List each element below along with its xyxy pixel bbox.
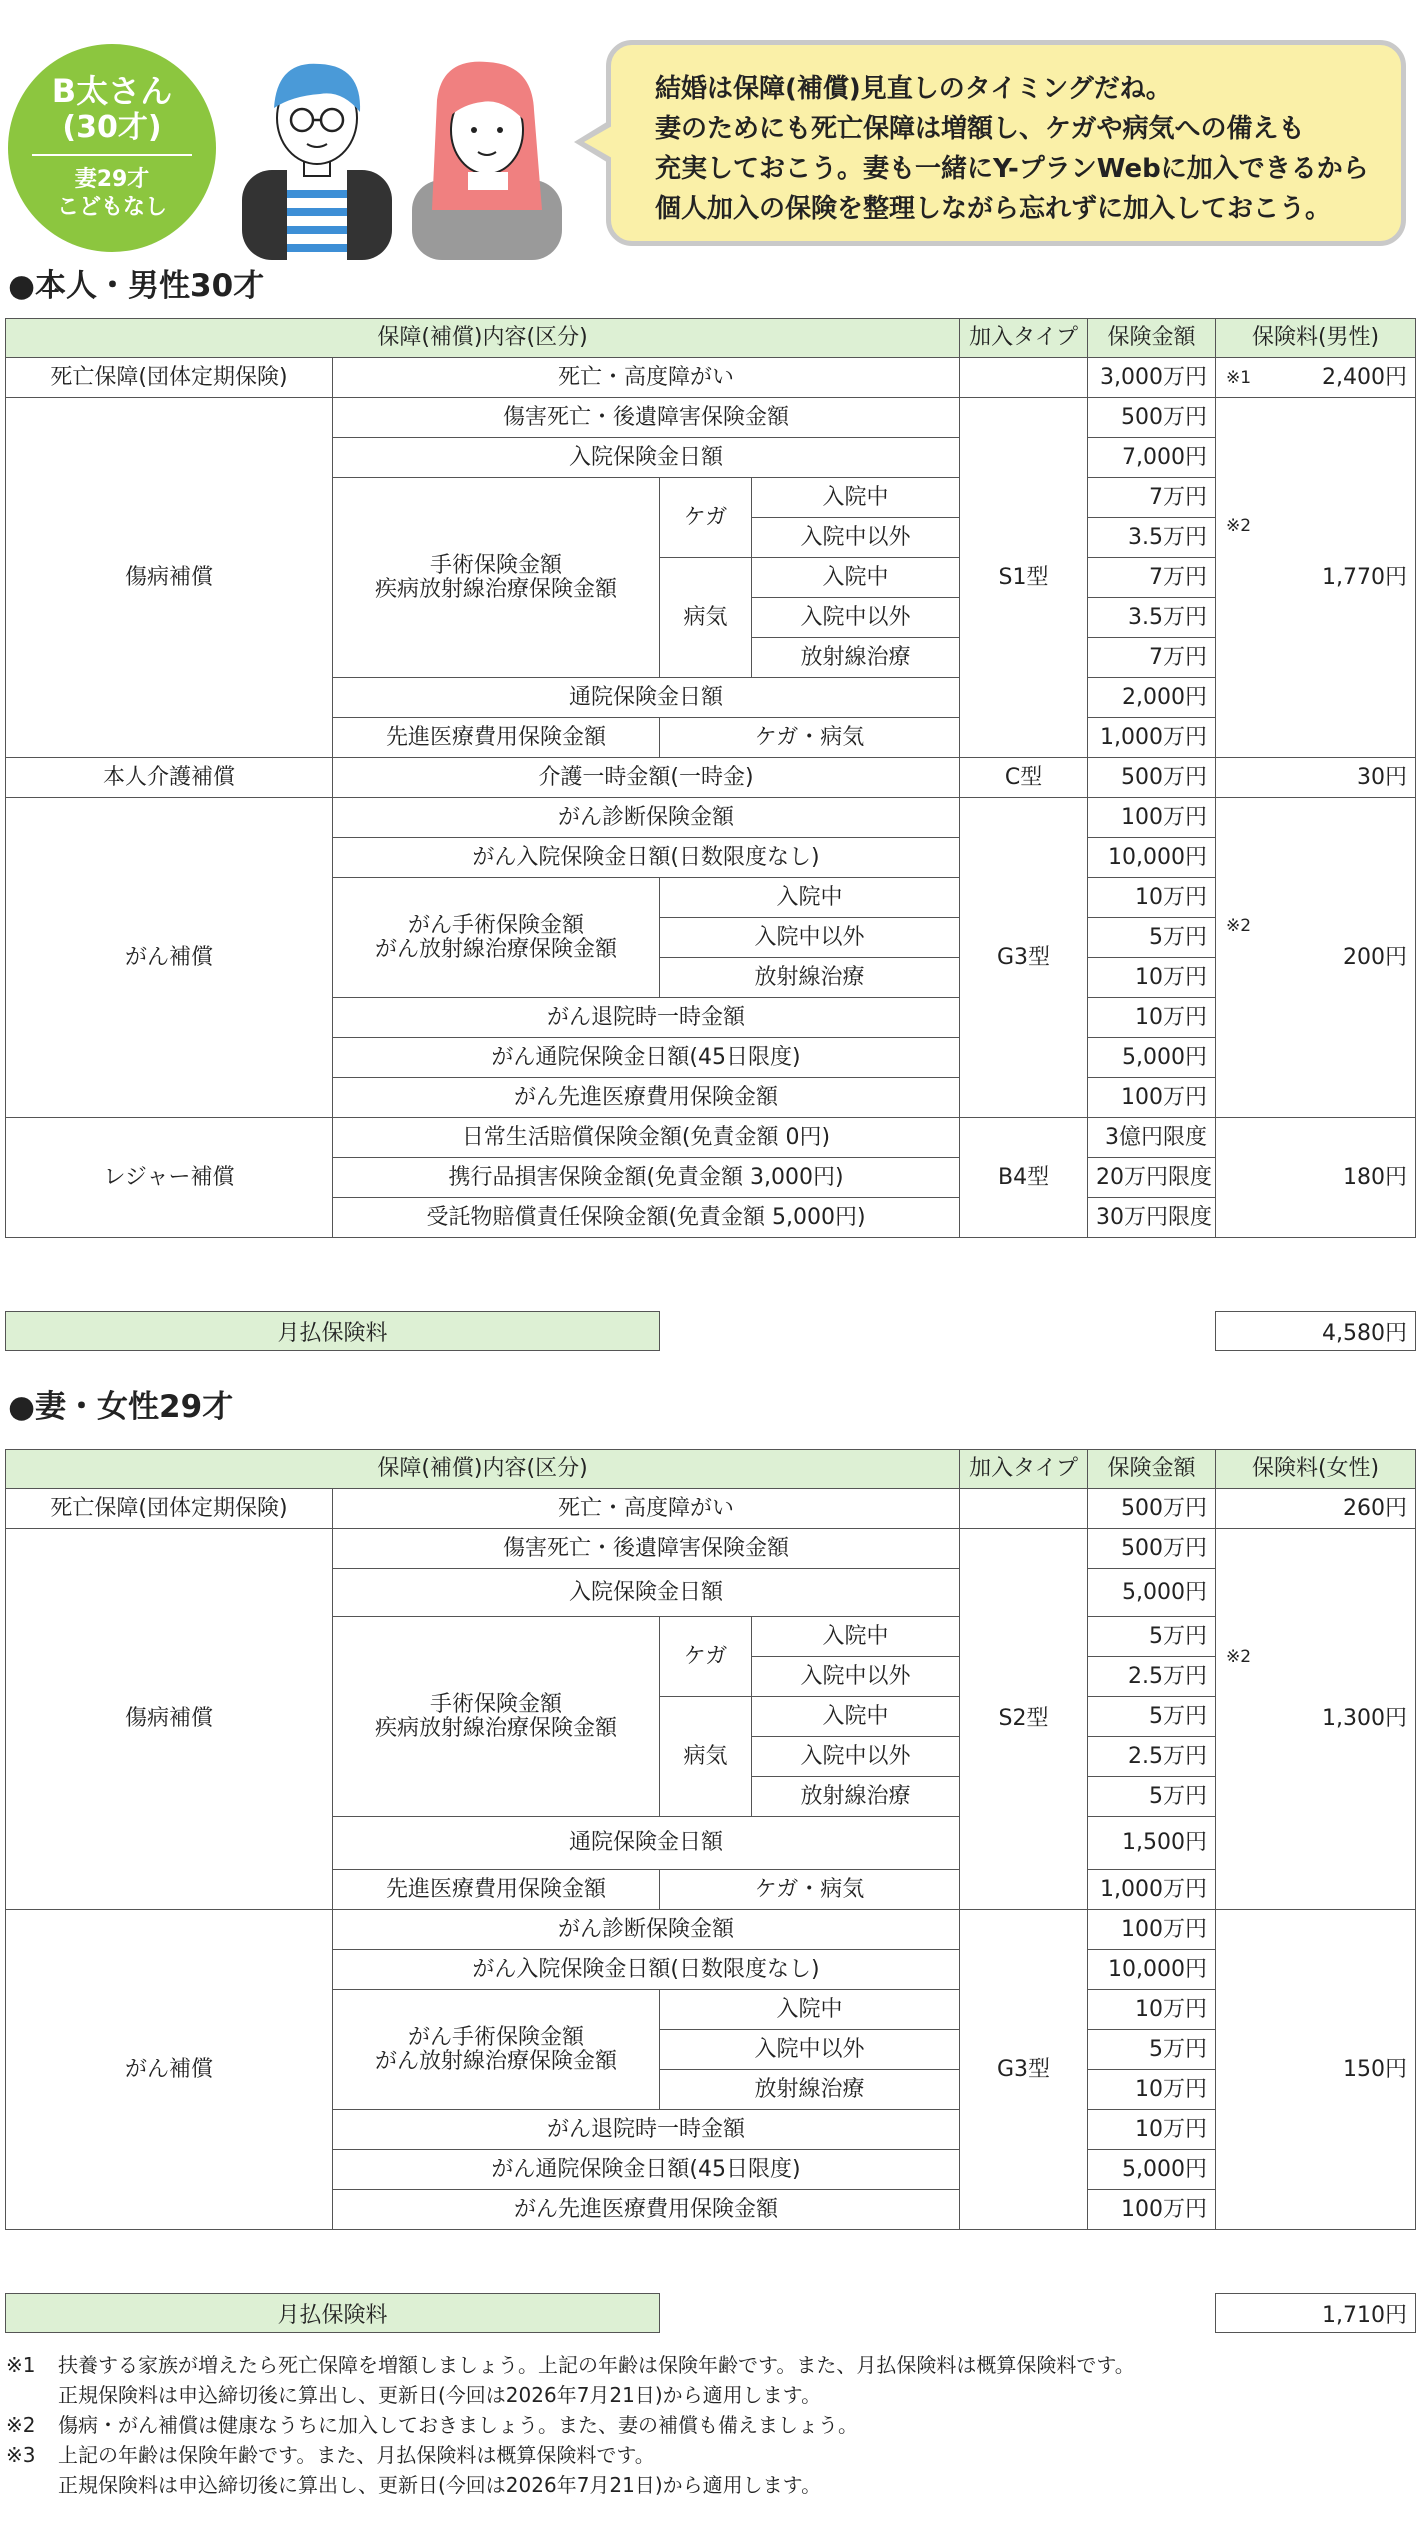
- amount-cell: 5,000円: [1088, 1038, 1216, 1078]
- sub-item-cell: 入院中: [660, 878, 960, 918]
- item-cell: がん入院保険金日額(日数限度なし): [333, 838, 960, 878]
- item-cell: がん先進医療費用保険金額: [333, 1078, 960, 1118]
- amount-cell: 1,500円: [1088, 1817, 1216, 1870]
- item-cell: 入院保険金日額: [333, 1569, 960, 1617]
- table-row: [6, 1529, 1416, 1569]
- sub-item-cell: 入院中以外: [752, 1737, 960, 1777]
- premium-value: 1,300円: [1322, 1706, 1408, 1731]
- sub-item-cell: 入院中以外: [660, 918, 960, 958]
- item-cell: 受託物賠償責任保険金額(免責金額 5,000円): [333, 1198, 960, 1238]
- speech-line: 個人加入の保険を整理しながら忘れずに加入しておこう。: [655, 194, 1332, 224]
- category-cell: 傷病補償: [6, 1529, 333, 1910]
- item-cell: [333, 1990, 660, 2110]
- amount-cell: 3,000万円: [1088, 358, 1216, 398]
- premium-value: 200円: [1343, 944, 1408, 970]
- amount-cell: 10万円: [1088, 958, 1216, 998]
- subcategory-cell: 病気: [660, 1697, 752, 1817]
- amount-cell: 10,000円: [1088, 1950, 1216, 1990]
- table-row: [6, 398, 1416, 438]
- subcategory-cell: 病気: [660, 558, 752, 678]
- premium-cell: [1216, 798, 1416, 1118]
- sub-item-cell: ケガ・病気: [660, 1870, 960, 1910]
- amount-cell: 100万円: [1088, 1910, 1216, 1950]
- footnote-text: 扶養する家族が増えたら死亡保障を増額しましょう。上記の年齢は保険年齢です。また、月払保険料は概算保険料です。: [58, 2353, 1135, 2377]
- footnote: [6, 2440, 1406, 2470]
- table-row: [6, 798, 1416, 838]
- item-cell: がん診断保険金額: [333, 798, 960, 838]
- footnote-mark: ※2: [6, 2413, 36, 2437]
- subcategory-cell: ケガ: [660, 1617, 752, 1697]
- amount-cell: 3億円限度: [1088, 1118, 1216, 1158]
- table-row: [6, 358, 1416, 398]
- table-header-row: [6, 1450, 1416, 1489]
- sub-item-cell: 入院中以外: [660, 2030, 960, 2070]
- amount-cell: 5万円: [1088, 2030, 1216, 2070]
- item-line: がん放射線治療保険金額: [374, 936, 617, 962]
- amount-cell: 3.5万円: [1088, 598, 1216, 638]
- monthly-total-wife: [5, 2293, 1416, 2333]
- item-cell: がん通院保険金日額(45日限度): [333, 2150, 960, 2190]
- header-coverage: 保障(補償)内容(区分): [6, 319, 960, 358]
- header-type: 加入タイプ: [960, 319, 1088, 358]
- item-cell: 死亡・高度障がい: [333, 358, 960, 398]
- footnote: [6, 2470, 1406, 2500]
- profile-age: (30才): [62, 110, 162, 145]
- amount-cell: 100万円: [1088, 798, 1216, 838]
- amount-cell: 20万円限度: [1088, 1158, 1216, 1198]
- sub-item-cell: 放射線治療: [752, 638, 960, 678]
- table-row: [6, 1118, 1416, 1158]
- amount-cell: 100万円: [1088, 2190, 1216, 2230]
- premium-value: 2,400円: [1322, 364, 1408, 390]
- amount-cell: 10,000円: [1088, 838, 1216, 878]
- item-line: がん手術保険金額: [407, 912, 584, 938]
- footnote-text: 正規保険料は申込締切後に算出し、更新日(今回は2026年7月21日)から適用します。: [58, 2473, 822, 2497]
- header-premium: 保険料(男性): [1216, 319, 1416, 358]
- profile-name: B太さん: [51, 72, 173, 110]
- item-line: がん放射線治療保険金額: [374, 2048, 617, 2074]
- amount-cell: 5,000円: [1088, 1569, 1216, 1617]
- footnote-text: 傷病・がん補償は健康なうちに加入しておきましょう。また、妻の補償も備えましょう。: [58, 2413, 858, 2437]
- item-cell: がん先進医療費用保険金額: [333, 2190, 960, 2230]
- item-cell: [333, 1617, 660, 1817]
- sub-item-cell: 入院中以外: [752, 598, 960, 638]
- item-cell: 携行品損害保険金額(免責金額 3,000円): [333, 1158, 960, 1198]
- amount-cell: 10万円: [1088, 878, 1216, 918]
- item-cell: 死亡・高度障がい: [333, 1489, 960, 1529]
- amount-cell: 10万円: [1088, 998, 1216, 1038]
- type-cell: G3型: [960, 798, 1088, 1118]
- premium-cell: [1216, 1529, 1416, 1910]
- item-cell: 傷害死亡・後遺障害保険金額: [333, 398, 960, 438]
- item-cell: がん入院保険金日額(日数限度なし): [333, 1950, 960, 1990]
- item-cell: 通院保険金日額: [333, 678, 960, 718]
- amount-cell: 5万円: [1088, 1697, 1216, 1737]
- note-mark: ※1: [1226, 367, 1252, 388]
- monthly-total-husband: [5, 1311, 1416, 1351]
- speech-bubble: [606, 40, 1406, 246]
- coverage-table-wife: [5, 1449, 1416, 2230]
- sub-item-cell: 入院中: [752, 558, 960, 598]
- profile-children: こどもなし: [56, 195, 167, 220]
- footnote: [6, 2350, 1406, 2380]
- profile-divider: [32, 154, 192, 156]
- table-header-row: [6, 319, 1416, 358]
- premium-value: 1,770円: [1322, 564, 1408, 590]
- type-cell: [960, 1489, 1088, 1529]
- speech-line: 結婚は保障(補償)見直しのタイミングだね。: [655, 74, 1172, 104]
- speech-line: 充実しておこう。妻も一緒にY-プランWebに加入できるから: [655, 154, 1369, 184]
- profile-badge: [8, 44, 216, 252]
- type-cell: [960, 358, 1088, 398]
- total-value: 4,580円: [1216, 1312, 1416, 1351]
- item-cell: がん退院時一時金額: [333, 998, 960, 1038]
- amount-cell: 5万円: [1088, 1777, 1216, 1817]
- amount-cell: 1,000万円: [1088, 1870, 1216, 1910]
- type-cell: G3型: [960, 1910, 1088, 2230]
- item-line: がん手術保険金額: [407, 2024, 584, 2050]
- type-cell: S2型: [960, 1529, 1088, 1910]
- item-cell: [333, 478, 660, 678]
- item-line: 疾病放射線治療保険金額: [374, 1715, 617, 1741]
- item-cell: 介護一時金額(一時金): [333, 758, 960, 798]
- category-cell: 死亡保障(団体定期保険): [6, 358, 333, 398]
- item-line: 疾病放射線治療保険金額: [374, 576, 617, 602]
- total-label: 月払保険料: [6, 1312, 660, 1351]
- amount-cell: 500万円: [1088, 398, 1216, 438]
- category-cell: がん補償: [6, 1910, 333, 2230]
- sub-item-cell: 入院中: [752, 1697, 960, 1737]
- section-title-husband: ●本人・男性30才: [8, 268, 265, 304]
- amount-cell: 2.5万円: [1088, 1657, 1216, 1697]
- sub-item-cell: 入院中: [660, 1990, 960, 2030]
- amount-cell: 5万円: [1088, 918, 1216, 958]
- total-label: 月払保険料: [6, 2294, 660, 2333]
- amount-cell: 10万円: [1088, 2070, 1216, 2110]
- amount-cell: 2.5万円: [1088, 1737, 1216, 1777]
- premium-cell: 260円: [1216, 1489, 1416, 1529]
- category-cell: 死亡保障(団体定期保険): [6, 1489, 333, 1529]
- total-value: 1,710円: [1216, 2294, 1416, 2333]
- table-row: [6, 1489, 1416, 1529]
- table-row: [6, 758, 1416, 798]
- item-line: 手術保険金額: [429, 552, 562, 578]
- category-cell: レジャー補償: [6, 1118, 333, 1238]
- amount-cell: 100万円: [1088, 1078, 1216, 1118]
- category-cell: 傷病補償: [6, 398, 333, 758]
- amount-cell: 500万円: [1088, 1529, 1216, 1569]
- sub-item-cell: 入院中以外: [752, 1657, 960, 1697]
- footnote-mark: ※1: [6, 2353, 36, 2377]
- amount-cell: 2,000円: [1088, 678, 1216, 718]
- subcategory-cell: ケガ: [660, 478, 752, 558]
- amount-cell: 5,000円: [1088, 2150, 1216, 2190]
- header-premium: 保険料(女性): [1216, 1450, 1416, 1489]
- profile-spouse: 妻29才: [74, 167, 150, 192]
- item-cell: 日常生活賠償保険金額(免責金額 0円): [333, 1118, 960, 1158]
- amount-cell: 10万円: [1088, 1990, 1216, 2030]
- sub-item-cell: 放射線治療: [752, 1777, 960, 1817]
- header-amount: 保険金額: [1088, 1450, 1216, 1489]
- amount-cell: 5万円: [1088, 1617, 1216, 1657]
- header-coverage: 保障(補償)内容(区分): [6, 1450, 960, 1489]
- amount-cell: 3.5万円: [1088, 518, 1216, 558]
- item-cell: がん退院時一時金額: [333, 2110, 960, 2150]
- table-row: [6, 1910, 1416, 1950]
- item-cell: がん通院保険金日額(45日限度): [333, 1038, 960, 1078]
- item-cell: [333, 878, 660, 998]
- category-cell: がん補償: [6, 798, 333, 1118]
- amount-cell: 7万円: [1088, 478, 1216, 518]
- coverage-table-husband: [5, 318, 1416, 1238]
- premium-cell: [1216, 398, 1416, 758]
- type-cell: B4型: [960, 1118, 1088, 1238]
- premium-cell: 150円: [1216, 1910, 1416, 2230]
- sub-item-cell: 入院中: [752, 1617, 960, 1657]
- amount-cell: 10万円: [1088, 2110, 1216, 2150]
- type-cell: C型: [960, 758, 1088, 798]
- footnote: [6, 2380, 1406, 2410]
- footnote-mark: ※3: [6, 2443, 36, 2467]
- item-cell: 先進医療費用保険金額: [333, 718, 660, 758]
- item-line: 手術保険金額: [429, 1691, 562, 1717]
- speech-line: 妻のためにも死亡保障は増額し、ケガや病気への備えも: [655, 114, 1305, 144]
- premium-cell: 180円: [1216, 1118, 1416, 1238]
- total-spacer: [660, 2294, 1216, 2333]
- type-cell: S1型: [960, 398, 1088, 758]
- note-mark: ※2: [1226, 1647, 1252, 1667]
- section-title-wife: ●妻・女性29才: [8, 1389, 234, 1425]
- item-cell: 傷害死亡・後遺障害保険金額: [333, 1529, 960, 1569]
- amount-cell: 500万円: [1088, 758, 1216, 798]
- footnote-text: 上記の年齢は保険年齢です。また、月払保険料は概算保険料です。: [58, 2443, 655, 2467]
- sub-item-cell: ケガ・病気: [660, 718, 960, 758]
- total-spacer: [660, 1312, 1216, 1351]
- sub-item-cell: 放射線治療: [660, 2070, 960, 2110]
- note-mark: ※2: [1226, 916, 1252, 936]
- footnotes: [6, 2350, 1406, 2500]
- amount-cell: 7万円: [1088, 638, 1216, 678]
- amount-cell: 500万円: [1088, 1489, 1216, 1529]
- footnote: [6, 2410, 1406, 2440]
- item-cell: がん診断保険金額: [333, 1910, 960, 1950]
- sub-item-cell: 入院中: [752, 478, 960, 518]
- sub-item-cell: 入院中以外: [752, 518, 960, 558]
- sub-item-cell: 放射線治療: [660, 958, 960, 998]
- category-cell: 本人介護補償: [6, 758, 333, 798]
- amount-cell: 30万円限度: [1088, 1198, 1216, 1238]
- amount-cell: 7万円: [1088, 558, 1216, 598]
- item-cell: 通院保険金日額: [333, 1817, 960, 1870]
- note-mark: ※2: [1226, 516, 1252, 536]
- header-type: 加入タイプ: [960, 1450, 1088, 1489]
- speech-bubble-tail-fill: [584, 126, 612, 158]
- footnote-text: 正規保険料は申込締切後に算出し、更新日(今回は2026年7月21日)から適用します。: [58, 2383, 822, 2407]
- premium-cell: [1216, 358, 1416, 398]
- amount-cell: 7,000円: [1088, 438, 1216, 478]
- item-cell: 先進医療費用保険金額: [333, 1870, 660, 1910]
- item-cell: 入院保険金日額: [333, 438, 960, 478]
- premium-cell: 30円: [1216, 758, 1416, 798]
- couple-illustration: [232, 60, 572, 260]
- header-amount: 保険金額: [1088, 319, 1216, 358]
- amount-cell: 1,000万円: [1088, 718, 1216, 758]
